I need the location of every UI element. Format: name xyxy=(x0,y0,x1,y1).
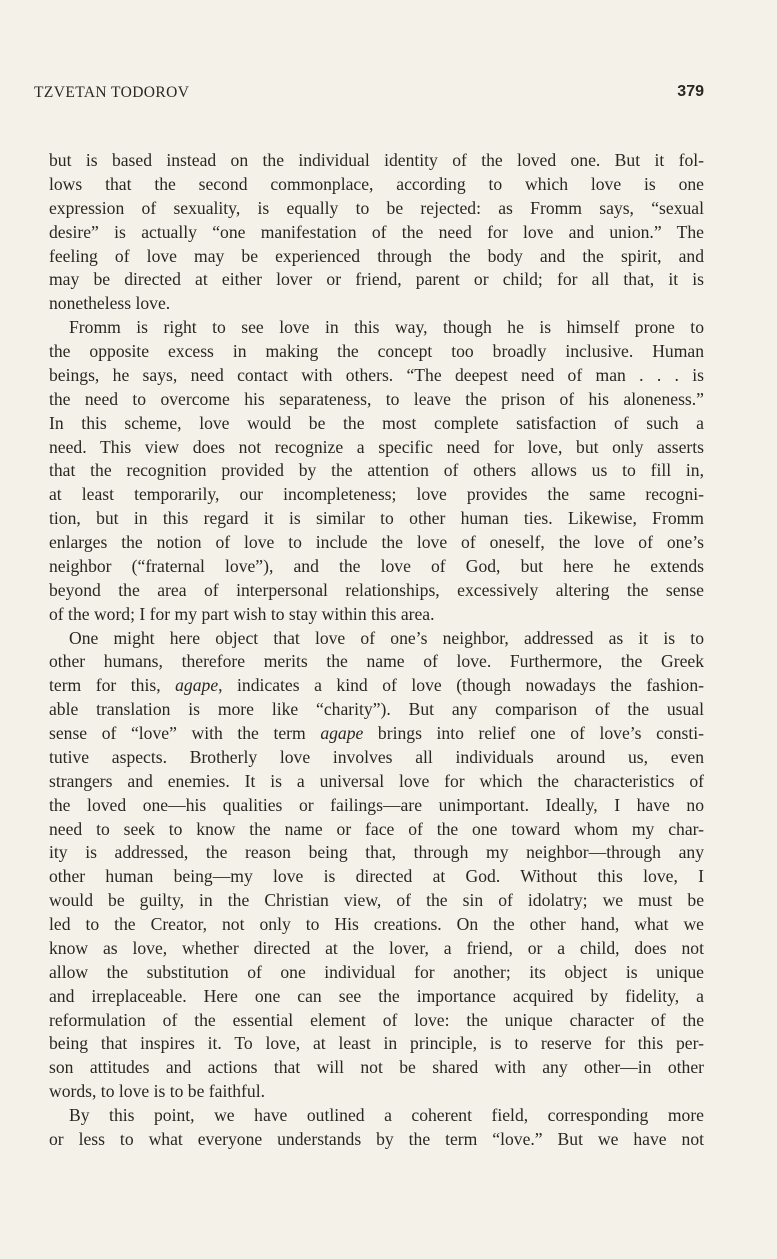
text-line: ity is addressed, the reason being that, through my neighbor—through any xyxy=(49,842,704,863)
text-line: lows that the second commonplace, according to which love is one xyxy=(49,173,704,194)
text-line: of the word; I for my part wish to stay within this area. xyxy=(49,603,435,624)
running-head xyxy=(34,84,704,104)
text-line: expression of sexuality, is equally to be rejected: as Fromm says, “sexual xyxy=(49,197,704,218)
running-head-author: TZVETAN TODOROV xyxy=(34,84,190,101)
text-line: strangers and enemies. It is a universal love for which the characteristics of xyxy=(49,770,704,791)
text-line: may be directed at either lover or friend, parent or child; for all that, it is xyxy=(49,269,704,290)
text-line: know as love, whether directed at the lover, a friend, or a child, does not xyxy=(49,937,704,958)
page-number: 379 xyxy=(677,83,704,100)
text-line: the need to overcome his separateness, to leave the prison of his aloneness.” xyxy=(49,388,704,409)
text-segment: , indicates a kind of love (though nowadays the fashion- xyxy=(218,675,704,696)
text-line: By this point, we have outlined a coherent field, corresponding more xyxy=(69,1105,704,1125)
text-line: tion, but in this regard it is similar to other human ties. Likewise, Fromm xyxy=(49,508,704,529)
text-line xyxy=(49,722,704,746)
text-line: that the recognition provided by the attention of others allows us to fill in, xyxy=(49,460,704,481)
text-segment: term for this, xyxy=(49,675,176,696)
text-line: but is based instead on the individual identity of the loved one. But it fol- xyxy=(49,150,704,170)
text-line: words, to love is to be faithful. xyxy=(49,1081,265,1102)
paragraph xyxy=(49,627,704,1105)
text-line: nonetheless love. xyxy=(49,293,171,314)
italic-term: agape xyxy=(175,675,219,696)
text-line: allow the substitution of one individual for another; its object is unique xyxy=(49,961,704,982)
text-line: desire” is actually “one manifestation of the need for love and union.” The xyxy=(49,221,704,242)
text-line: and irreplaceable. Here one can see the importance acquired by fidelity, a xyxy=(49,985,704,1006)
text-line: beings, he says, need contact with others. “The deepest need of man . . . is xyxy=(49,364,704,385)
text-line: other human being—my love is directed at God. Without this love, I xyxy=(49,866,704,887)
paragraph xyxy=(49,1104,704,1152)
text-line: or less to what everyone understands by the term “love.” But we have not xyxy=(49,1128,704,1149)
text-line: In this scheme, love would be the most complete satisfaction of such a xyxy=(49,412,704,433)
text-segment: brings into relief one of love’s consti- xyxy=(363,723,704,743)
body-text xyxy=(49,149,704,1152)
text-line: neighbor (“fraternal love”), and the love of God, but here he extends xyxy=(49,555,704,576)
text-line: need. This view does not recognize a specific need for love, but only asserts xyxy=(49,436,704,457)
text-line: tutive aspects. Brotherly love involves all individuals around us, even xyxy=(49,746,704,767)
text-line: need to seek to know the name or face of the one toward whom my char- xyxy=(49,818,704,839)
paragraph xyxy=(49,316,704,626)
text-line: at least temporarily, our incompleteness; love provides the same recogni- xyxy=(49,484,704,505)
italic-term: agape xyxy=(320,723,364,743)
text-segment: sense of “love” with the term xyxy=(49,723,321,743)
text-line: the loved one—his qualities or failings—are unimportant. Ideally, I have no xyxy=(49,794,704,815)
text-line: would be guilty, in the Christian view, of the sin of idolatry; we must be xyxy=(49,890,704,911)
text-line: able translation is more like “charity”). But any comparison of the usual xyxy=(49,699,704,720)
text-line: the opposite excess in making the concept too broadly inclusive. Human xyxy=(49,341,704,361)
text-line: enlarges the notion of love to include the love of oneself, the love of one’s xyxy=(49,532,704,552)
text-line: other humans, therefore merits the name of love. Furthermore, the Greek xyxy=(49,651,704,672)
text-line xyxy=(49,674,704,698)
paragraph xyxy=(49,149,704,316)
text-line: One might here object that love of one’s neighbor, addressed as it is to xyxy=(69,627,704,648)
text-line: son attitudes and actions that will not be shared with any other—in other xyxy=(49,1057,704,1078)
text-line: feeling of love may be experienced through the body and the spirit, and xyxy=(49,245,704,266)
text-line: led to the Creator, not only to His creations. On the other hand, what we xyxy=(49,914,704,934)
text-line: beyond the area of interpersonal relationships, excessively altering the sense xyxy=(49,579,704,600)
text-line: reformulation of the essential element of love: the unique character of the xyxy=(49,1009,704,1030)
text-line: Fromm is right to see love in this way, though he is himself prone to xyxy=(69,317,704,338)
text-line: being that inspires it. To love, at least in principle, is to reserve for this per- xyxy=(49,1033,704,1054)
